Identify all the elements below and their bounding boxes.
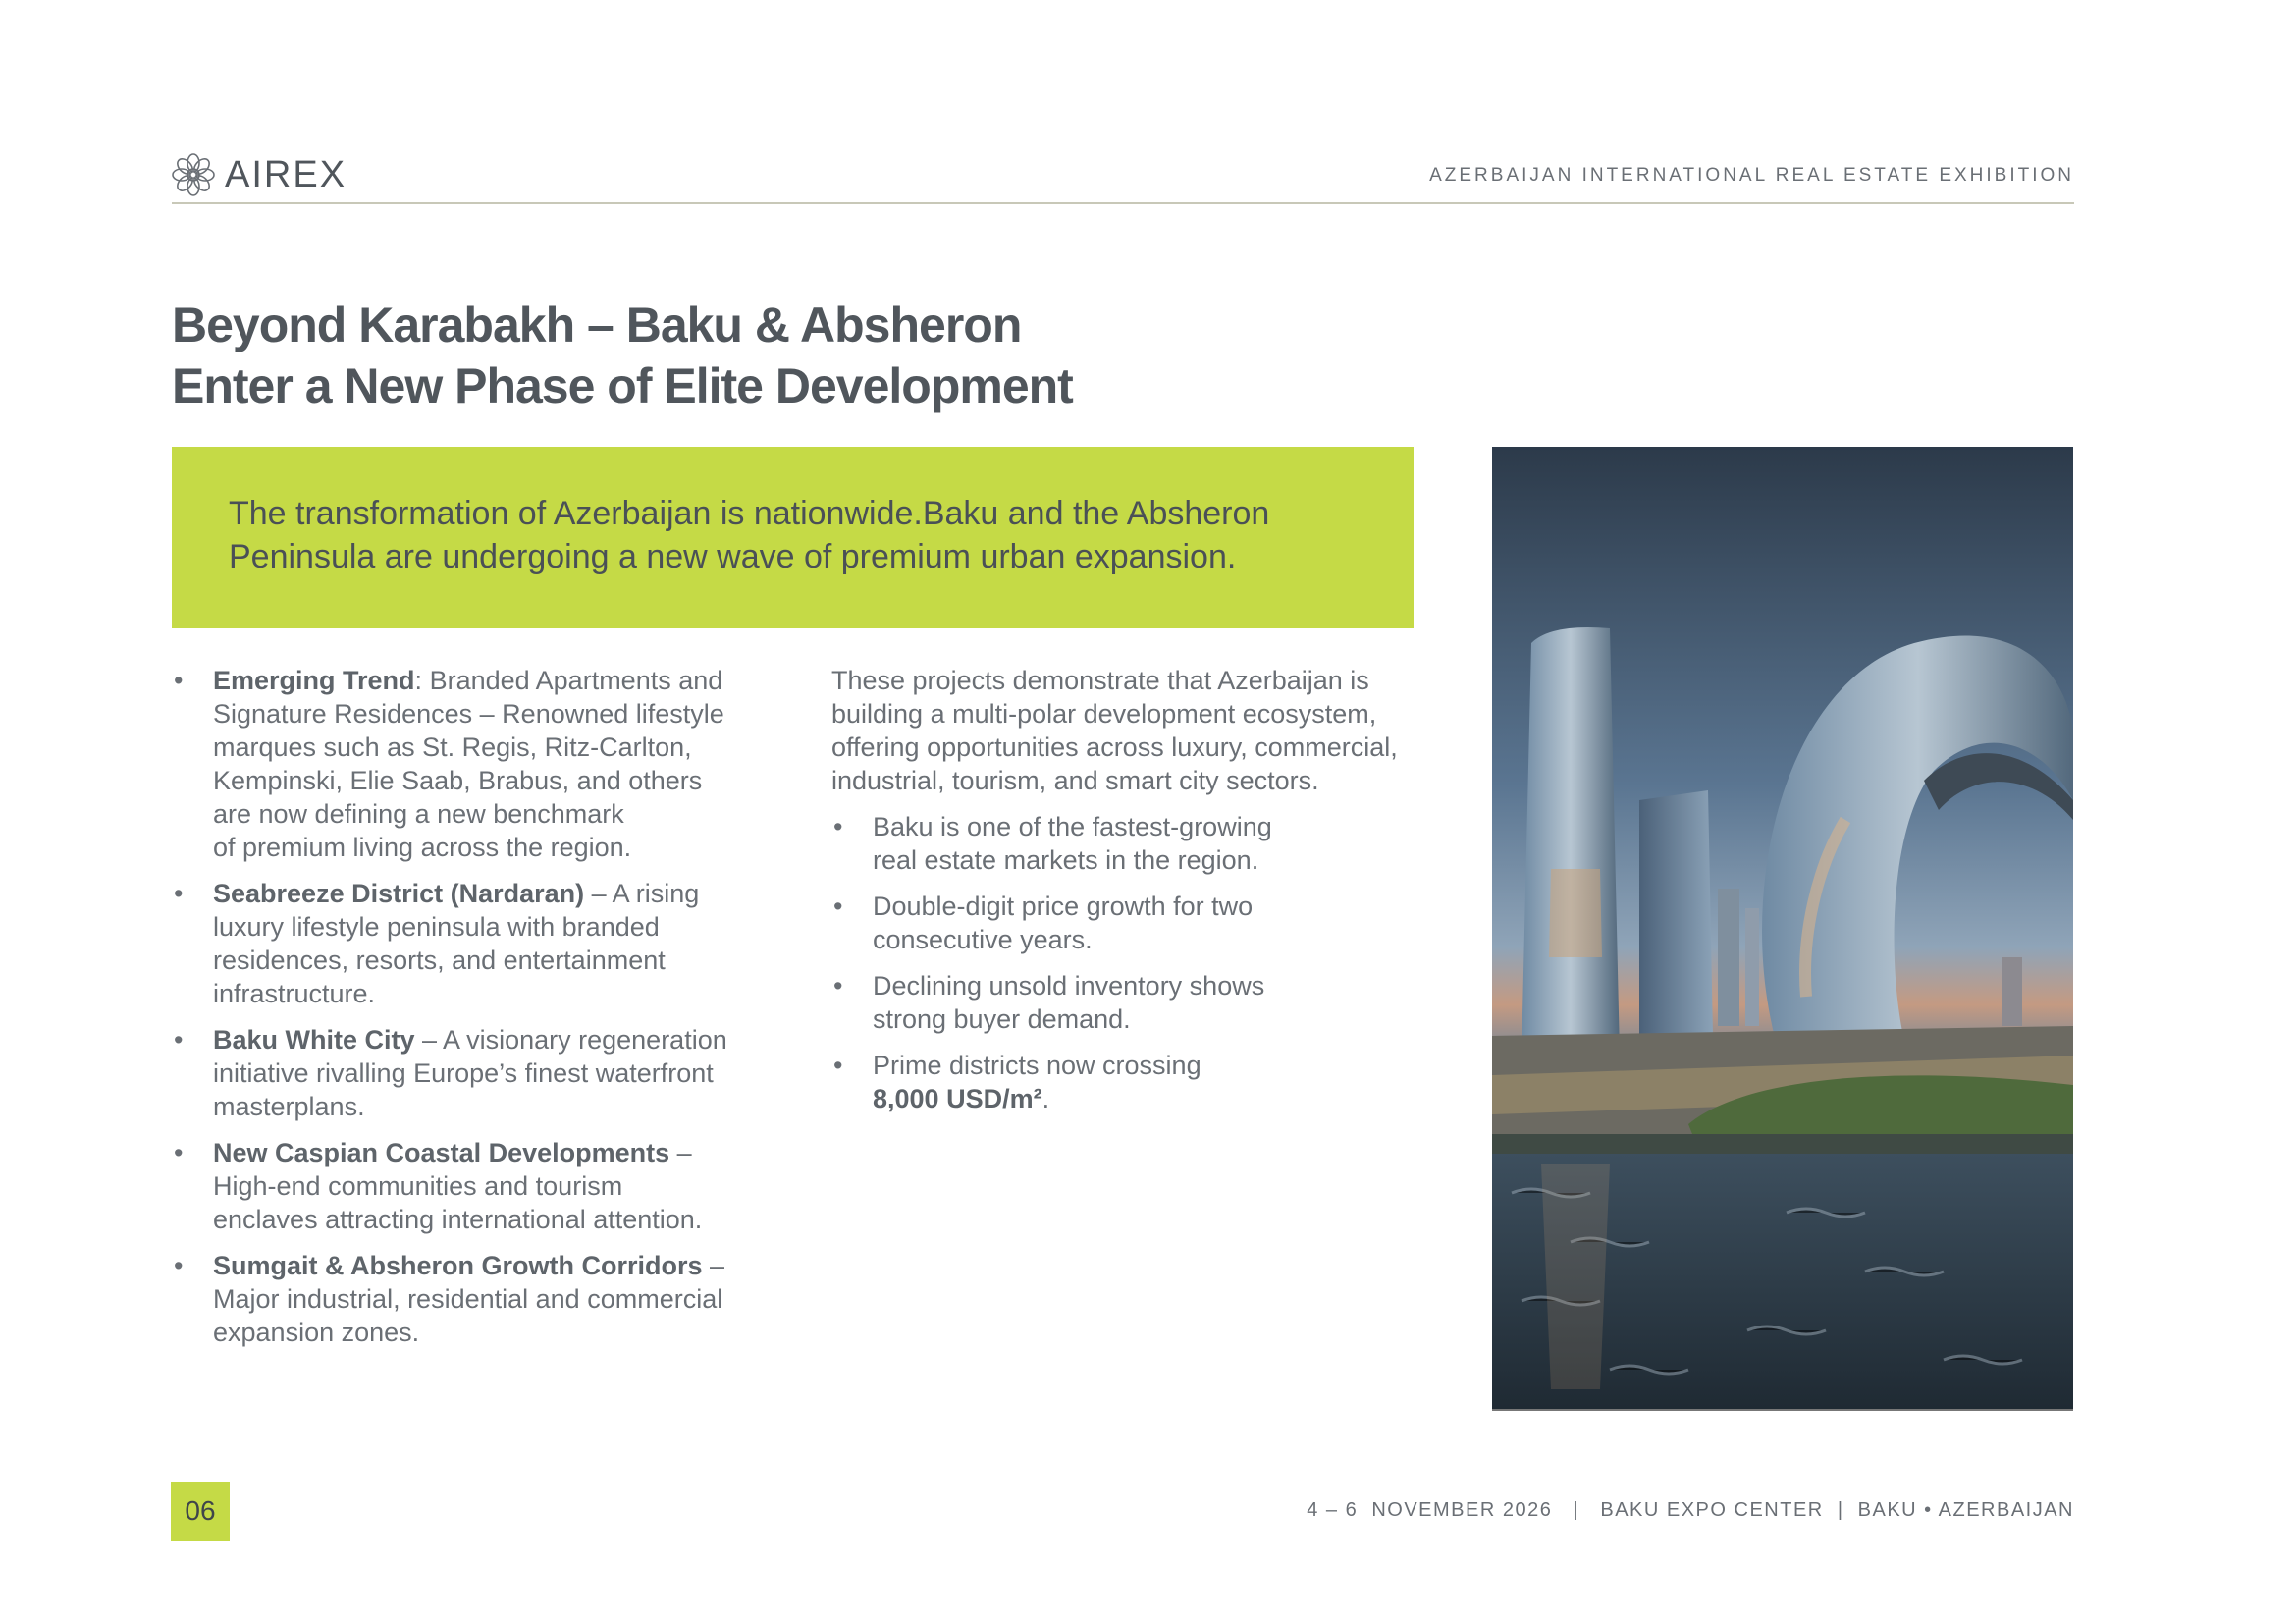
event-info-footer: 4 – 6 NOVEMBER 2026 | BAKU EXPO CENTER | BAKU • AZERBAIJAN [1307, 1499, 2074, 1521]
bullet-icon: • [174, 1251, 184, 1280]
item-text: Declining unsold inventory shows strong buyer demand. [873, 971, 1265, 1034]
item-text: – Major industrial, residential and commercial expansion zones. [213, 1251, 725, 1347]
list-item [172, 1023, 761, 1123]
bullet-icon: • [833, 812, 843, 841]
airex-logo [172, 153, 347, 196]
list-item [831, 1049, 1420, 1115]
bullet-icon: • [174, 1138, 184, 1167]
bullet-icon: • [833, 971, 843, 1001]
baku-skyline-photo [1492, 447, 2073, 1411]
title-line-1: Beyond Karabakh – Baku & Absheron [172, 298, 1022, 352]
page-header [172, 147, 2074, 204]
list-item [172, 664, 761, 864]
item-heading: Sumgait & Absheron Growth Corridors [213, 1251, 703, 1280]
list-item [172, 1136, 761, 1236]
item-text: Branded Apartments and Signature Residences – Renowned lifestyle marques such as St. Regis, Ritz-Carlton, Kempinski, Elie Saab, Brabus, and others are now defining a new benchmark of premium living across the region. [213, 666, 724, 862]
item-text: – High-end communities and tourism enclaves attracting international attention. [213, 1138, 703, 1234]
bullet-icon: • [174, 1025, 184, 1055]
title-line-2: Enter a New Phase of Elite Development [172, 358, 1073, 413]
bullet-icon: • [174, 666, 184, 695]
header-tagline: AZERBAIJAN INTERNATIONAL REAL ESTATE EXHIBITION [1429, 165, 2074, 186]
banner-text: The transformation of Azerbaijan is nationwide.Baku and the Absheron Peninsula are undergoing a new wave of premium urban expansion. [229, 495, 1270, 575]
item-highlight: 8,000 USD/m² [873, 1084, 1042, 1113]
item-text: Double-digit price growth for two consecutive years. [873, 892, 1254, 954]
item-heading: Seabreeze District (Nardaran) [213, 879, 585, 908]
flower-logo-icon [172, 153, 215, 196]
logo-text: AIREX [225, 153, 347, 195]
page-number: 06 [171, 1482, 230, 1541]
item-heading: New Caspian Coastal Developments [213, 1138, 670, 1167]
item-separator: : [414, 666, 423, 695]
right-bullet-list [831, 810, 1420, 1115]
left-column [172, 664, 761, 1362]
bullet-icon: • [833, 1051, 843, 1080]
highlight-banner [172, 447, 1414, 628]
item-text: – A rising luxury lifestyle peninsula with branded residences, resorts, and entertainment infrastructure. [213, 879, 700, 1008]
right-intro-paragraph: These projects demonstrate that Azerbaijan is building a multi-polar development ecosystem, offering opportunities across luxury, commercial, industrial, tourism, and smart city sectors. [831, 666, 1398, 795]
item-text: – A visionary regeneration initiative rivalling Europe’s finest waterfront masterplans. [213, 1025, 727, 1121]
page-title [172, 295, 1448, 416]
left-bullet-list [172, 664, 761, 1349]
item-heading: Baku White City [213, 1025, 415, 1055]
item-heading: Emerging Trend [213, 666, 415, 695]
item-text: Baku is one of the fastest-growing real estate markets in the region. [873, 812, 1272, 875]
right-column [831, 664, 1420, 1128]
item-suffix: . [1041, 1084, 1050, 1113]
list-item [831, 890, 1420, 956]
bullet-icon: • [174, 879, 184, 908]
list-item [831, 810, 1420, 877]
list-item [172, 877, 761, 1010]
bullet-icon: • [833, 892, 843, 921]
item-text: Prime districts now crossing [873, 1051, 1201, 1080]
list-item [172, 1249, 761, 1349]
list-item [831, 969, 1420, 1036]
